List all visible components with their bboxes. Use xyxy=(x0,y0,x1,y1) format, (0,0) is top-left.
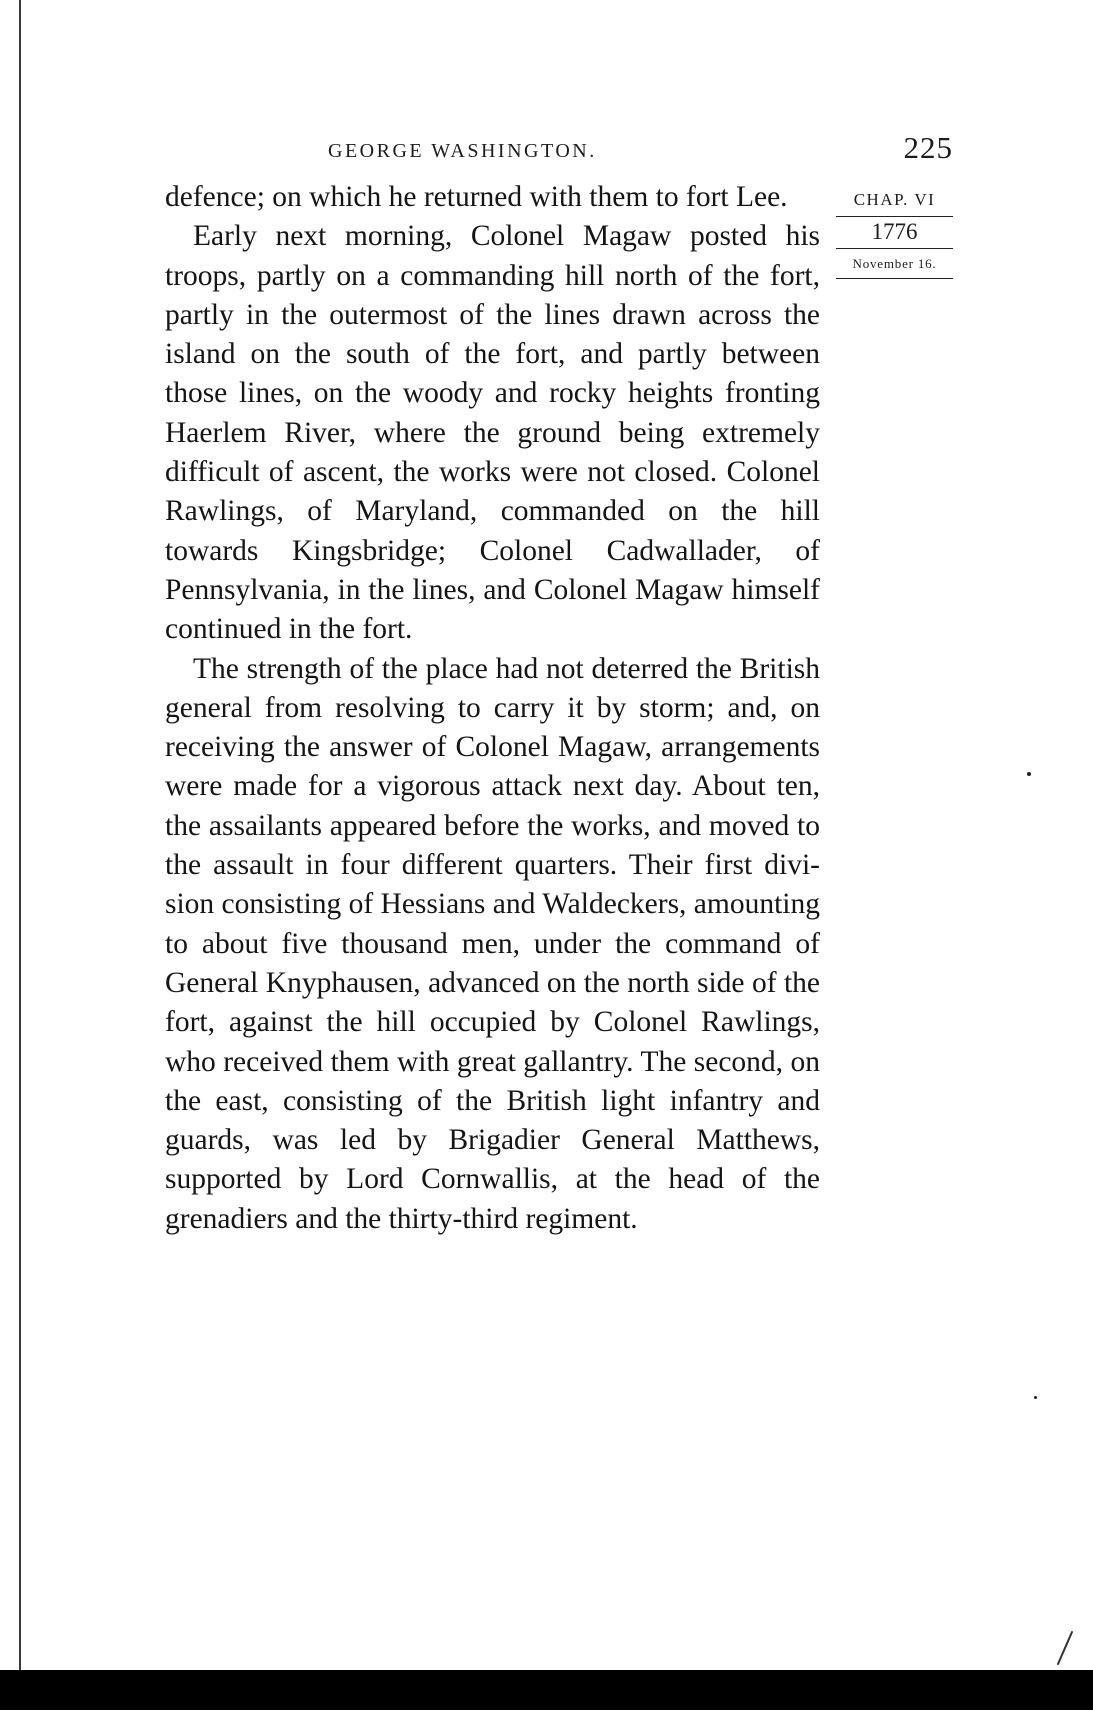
margin-note xyxy=(836,190,953,279)
margin-year: 1776 xyxy=(836,217,953,249)
margin-date: November 16. xyxy=(836,249,953,279)
pencil-mark xyxy=(1050,1628,1080,1668)
margin-chapter: CHAP. VI xyxy=(836,190,953,217)
paragraph-magaw-posts-troops: Early next morning, Colonel Magaw posted his troops, partly on a commanding hill north of the fort, partly in the outermost of the lines drawn across the island on the south of the fort, and partly between those lines, on the woody and rocky heights fronting Haerlem River, where the ground being extremely difficult of ascent, the works were not closed. Colonel Rawlings, of Maryland, commanded on the hill towards Kingsbridge; Colonel Cadwallader, of Pennsylvania, in the lines, and Colonel Magaw himself continued in the fort. xyxy=(165,220,820,646)
page-number: 225 xyxy=(903,130,953,165)
body-text xyxy=(165,178,820,1239)
binding-edge-line xyxy=(19,0,21,1690)
scan-border-edge xyxy=(0,1710,1093,1727)
paragraph-continuation: defence; on which he returned with them to fort Lee. xyxy=(165,181,788,213)
paragraph-british-attack: The strength of the place had not deterred the British general from resolving to carry it by storm; and, on receiving the answer of Colonel Magaw, arrangements were made for a vigorous attack next day. About ten, the assailants appeared before the works, and moved to the assault in four different quarters. Their first division consisting of Hessians and Waldeckers, amounting to about five thousand men, under the command of General Knyphausen, advanced on the north side of the fort, against the hill occupied by Colonel Rawlings, who received them with great gallantry. The second, on the east, consisting of the British light infantry and guards, was led by Brigadier General Matthews, supported by Lord Cornwallis, at the head of the grenadiers and the thirty-third regiment. xyxy=(165,652,820,1235)
ink-speck xyxy=(1027,772,1031,776)
scan-border-bar xyxy=(0,1670,1093,1710)
ink-speck xyxy=(1034,1396,1037,1399)
running-title: GEORGE WASHINGTON. xyxy=(328,140,597,162)
